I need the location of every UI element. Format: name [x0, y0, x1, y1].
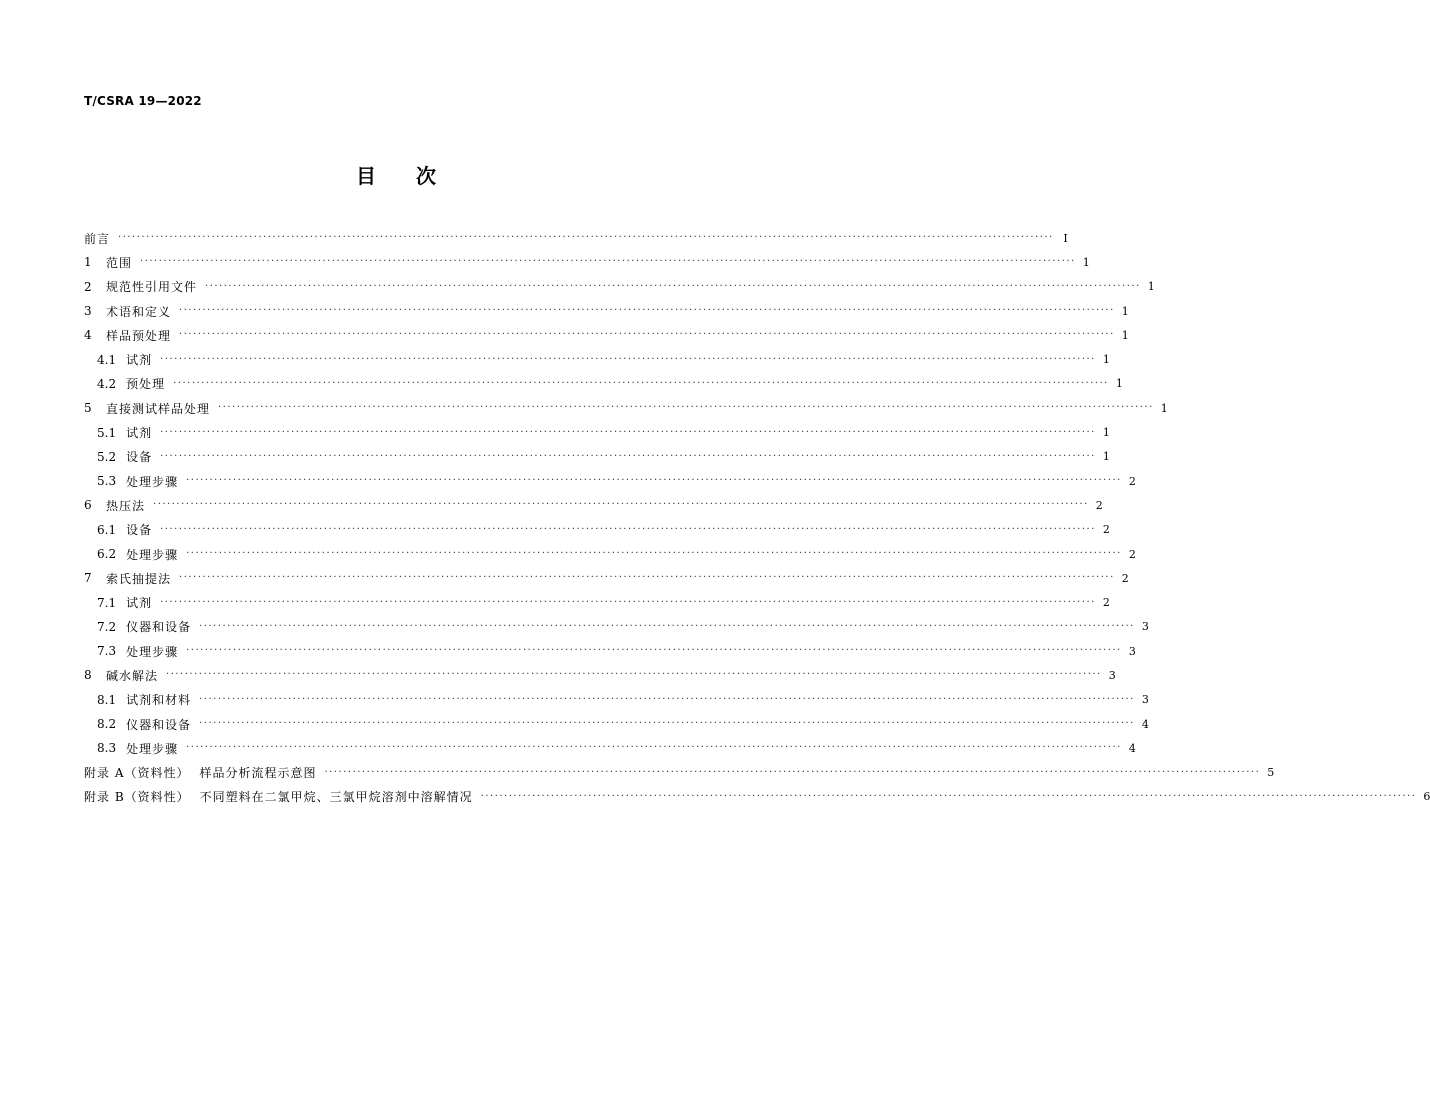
toc-entry-page: 3: [1141, 693, 1149, 707]
toc-entry-number: 附录 B（资料性）: [84, 790, 190, 805]
toc-entry-page: 1: [1121, 328, 1129, 342]
toc-entry-page: 1: [1147, 280, 1155, 294]
toc-entry[interactable]: [84, 275, 1155, 299]
toc-entry-number: 3: [84, 304, 92, 319]
toc-entry-number: 5.3: [97, 474, 117, 489]
toc-leader-dots: ········································································································································································································: [160, 426, 1096, 438]
toc-entry-page: 2: [1128, 547, 1136, 561]
toc-entry-number: 8: [84, 668, 92, 683]
toc-entry[interactable]: [84, 688, 1149, 712]
toc-entry[interactable]: [84, 736, 1136, 760]
document-id: T/CSRA 19—2022: [84, 94, 202, 108]
toc-entry-number: 6.1: [97, 522, 117, 537]
toc-entry[interactable]: [84, 663, 1116, 687]
toc-entry-page: 6: [1423, 790, 1430, 804]
toc-entry[interactable]: [84, 323, 1129, 347]
toc-entry-label: 热压法: [106, 498, 146, 513]
toc-entry[interactable]: [84, 250, 1090, 274]
toc-leader-dots: ········································································································································································································: [173, 377, 1109, 389]
toc-entry-label: 样品预处理: [106, 328, 172, 343]
toc-entry-page: 5: [1267, 766, 1275, 780]
toc-entry-label: 设备: [126, 450, 153, 465]
toc-leader-dots: ········································································································································································································: [140, 256, 1076, 268]
toc-entry[interactable]: [84, 639, 1136, 663]
toc-leader-dots: ········································································································································································································: [166, 669, 1102, 681]
toc-entry[interactable]: [84, 566, 1129, 590]
toc-entry-label: 前言: [84, 231, 111, 246]
toc-entry-label: 处理步骤: [126, 547, 179, 562]
toc-entry[interactable]: [84, 615, 1149, 639]
toc-leader-dots: ········································································································································································································: [324, 766, 1261, 778]
title-left-char: 目: [356, 164, 376, 188]
toc-entry-label: 范围: [106, 255, 133, 270]
toc-entry-label: 索氏抽提法: [106, 571, 172, 586]
toc-entry-page: 4: [1141, 717, 1149, 731]
toc-entry-label: 仪器和设备: [126, 717, 192, 732]
toc-entry-page: 1: [1160, 401, 1168, 415]
toc-entry[interactable]: [84, 785, 1430, 809]
toc-entry-number: 附录 A（资料性）: [84, 766, 190, 781]
toc-leader-dots: ········································································································································································································: [186, 475, 1122, 487]
toc-entry-number: 5.1: [97, 425, 117, 440]
toc-entry[interactable]: [84, 493, 1103, 517]
toc-leader-dots: ········································································································································································································: [179, 572, 1115, 584]
toc-entry-number: 7: [84, 571, 92, 586]
toc-entry-number: 4.1: [97, 352, 117, 367]
toc-entry-number: 8.1: [97, 692, 117, 707]
toc-entry[interactable]: [84, 469, 1136, 493]
toc-entry-number: 6: [84, 498, 92, 513]
toc-entry-label: 不同塑料在二氯甲烷、三氯甲烷溶剂中溶解情况: [199, 790, 473, 805]
toc-entry-number: 5: [84, 401, 92, 416]
toc-entry-page: 1: [1102, 426, 1110, 440]
toc-entry-page: 2: [1102, 523, 1110, 537]
toc-entry-label: 术语和定义: [106, 304, 172, 319]
toc-entry-page: 2: [1102, 596, 1110, 610]
toc-entry-label: 处理步骤: [126, 644, 179, 659]
toc-entry[interactable]: [84, 347, 1110, 371]
toc-leader-dots: ········································································································································································································: [199, 718, 1135, 730]
toc-leader-dots: ········································································································································································································: [153, 499, 1089, 511]
toc-entry-number: 8.2: [97, 717, 117, 732]
toc-entry[interactable]: [84, 420, 1110, 444]
toc-entry-number: 4.2: [97, 376, 117, 391]
toc-leader-dots: ········································································································································································································: [186, 548, 1122, 559]
toc-entry-number: 7.2: [97, 619, 117, 634]
toc-leader-dots: ········································································································································································································: [179, 305, 1115, 317]
toc-leader-dots: ········································································································································································································: [118, 232, 1054, 244]
toc-entry-number: 7.3: [97, 644, 117, 659]
toc-entry-number: 2: [84, 279, 92, 294]
toc-entry[interactable]: [84, 518, 1110, 542]
toc-entry-label: 仪器和设备: [126, 620, 192, 635]
toc-entry-page: 1: [1115, 377, 1123, 391]
toc-entry-page: 3: [1108, 668, 1116, 682]
toc-leader-dots: ········································································································································································································: [199, 693, 1135, 705]
toc-entry-number: 6.2: [97, 547, 117, 561]
toc-entry-label: 试剂: [126, 426, 153, 441]
toc-entry-label: 处理步骤: [126, 741, 179, 756]
toc-leader-dots: ········································································································································································································: [218, 402, 1154, 414]
table-of-contents: [84, 226, 1430, 809]
toc-entry-page: 3: [1141, 620, 1149, 634]
toc-entry[interactable]: [84, 542, 1136, 566]
toc-entry-page: 1: [1082, 255, 1090, 269]
toc-entry-page: 1: [1121, 304, 1129, 318]
toc-entry-number: 1: [84, 255, 92, 270]
toc-leader-dots: ········································································································································································································: [186, 645, 1122, 657]
toc-entry[interactable]: [84, 396, 1168, 420]
toc-entry-page: 2: [1121, 571, 1129, 585]
toc-leader-dots: ········································································································································································································: [199, 620, 1135, 632]
toc-entry-page: 2: [1128, 474, 1136, 488]
toc-leader-dots: ········································································································································································································: [160, 450, 1096, 462]
toc-entry-page: 3: [1128, 644, 1136, 658]
toc-entry-number: 5.2: [97, 449, 117, 464]
toc-leader-dots: ········································································································································································································: [186, 742, 1122, 754]
toc-entry-number: 4: [84, 328, 92, 343]
toc-leader-dots: ········································································································································································································: [205, 280, 1141, 292]
toc-leader-dots: ········································································································································································································: [160, 353, 1096, 365]
toc-entry-label: 试剂: [126, 353, 153, 368]
toc-entry-number: 8.3: [97, 741, 117, 756]
toc-entry[interactable]: [84, 712, 1149, 736]
toc-entry-label: 预处理: [126, 377, 166, 392]
toc-leader-dots: ········································································································································································································: [160, 596, 1096, 608]
toc-entry-label: 试剂: [126, 596, 153, 611]
toc-leader-dots: ········································································································································································································: [480, 790, 1417, 802]
toc-entry-page: 1: [1102, 450, 1110, 464]
toc-entry-page: 2: [1095, 498, 1103, 512]
toc-entry[interactable]: [84, 445, 1110, 469]
toc-entry[interactable]: [84, 226, 1068, 250]
toc-entry-number: 7.1: [97, 595, 117, 610]
toc-entry[interactable]: [84, 299, 1129, 323]
page-title: [0, 160, 792, 189]
toc-entry-page: Ⅰ: [1063, 231, 1068, 245]
toc-entry-label: 规范性引用文件: [106, 280, 198, 295]
toc-entry-label: 处理步骤: [126, 474, 179, 489]
title-right-char: 次: [416, 164, 436, 188]
toc-entry[interactable]: [84, 372, 1123, 396]
toc-entry-page: 1: [1102, 353, 1110, 367]
toc-entry-label: 设备: [126, 523, 153, 538]
toc-entry[interactable]: [84, 761, 1275, 785]
toc-leader-dots: ········································································································································································································: [160, 523, 1096, 535]
toc-entry-label: 试剂和材料: [126, 693, 192, 708]
toc-entry-label: 直接测试样品处理: [106, 401, 211, 416]
toc-entry-page: 4: [1128, 741, 1136, 755]
toc-entry[interactable]: [84, 590, 1110, 614]
toc-leader-dots: ········································································································································································································: [179, 329, 1115, 341]
toc-entry-label: 碱水解法: [106, 668, 159, 683]
toc-entry-label: 样品分析流程示意图: [199, 766, 317, 781]
